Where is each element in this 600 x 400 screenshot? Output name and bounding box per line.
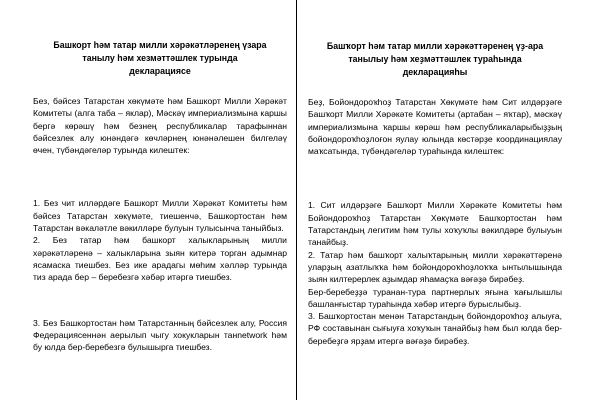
right-title bbox=[308, 40, 562, 79]
left-title-line-3: декларациясе bbox=[129, 66, 191, 76]
left-column-tatar bbox=[33, 0, 287, 400]
right-item-3: 3. Башҡортостан менән Татарстандың бойондороҡһоҙ алыуға, РФ составынан сығыуға хоҡуҡын танайбыҙ һәм был юлда бер-беребеҙгә ярҙам итергә вәғәҙә бирәбеҙ. bbox=[308, 311, 562, 346]
left-title-line-2: танылу һәм хезмәттәшлек турында bbox=[82, 53, 238, 63]
left-intro-paragraph: Без, бәйсез Татарстан хөкүмәте һәм Башкорт Милли Хәрәкәт Комитеты (алга таба – яклар), Мәскәү империализмына каршы бергә көрәшү һәм безнең республикалар тарафыннан бәйсезлек алу юнәндәгә көчләрнең юнәнәлешен билгеләү өчен, түбәндәгеләр турында килештек: bbox=[33, 96, 287, 156]
right-item-1: 1. Сит илдәрҙәге Башҡорт Милли Хәрәкәте Комитеты һәм Бойондороҡһоҙ Татарстан Хөкүмәте Башҡортостан һәм Татарстандың легитим һәм тулы хоҡуҡлы вәкилдәре булыуын танайбыҙ. bbox=[308, 200, 562, 248]
left-title bbox=[33, 39, 287, 78]
right-title-line-1: Башҡорт һәм татар милли хәрәкәттәренең үҙ-ара bbox=[326, 41, 544, 51]
left-item-1: 1. Без чит илләрдәге Башкорт Милли Хәрәкәт Комитеты һәм бәйсез Татарстан хөкүмәте, тиешенчә, Башкортостан һәм Татарстан вәкаләтле вәкилләре булуын тулысынча таныйбыз. bbox=[33, 198, 287, 234]
right-title-line-2: танылыу һәм хеҙмәттәшлек тураһында bbox=[348, 54, 522, 64]
right-column-bashkir bbox=[308, 0, 562, 400]
column-divider bbox=[296, 0, 297, 400]
left-item-3: 3. Без Башкортостан һәм Татарстанның бәйсезлек алу, Россия Федерациясеннән аерылып чыгу хокукларын танnetwork һәм бу юлда бер-беребезгә булышырга тиешбез. bbox=[33, 317, 287, 353]
left-title-line-1: Башкорт һәм татар милли хәрәкәтләренең үзара bbox=[53, 40, 267, 50]
right-item-2: 2. Татар һәм башҡорт халыҡтарының милли хәрәкәттәренә уларҙың азатлыҡҡа һәм бойондороҡһоҙлоҡҡа ынтылышында зыян килтерерлек аҙымдар яһамаҫҡа вәғәҙә бирәбеҙ. bbox=[308, 249, 562, 285]
right-title-line-3: декларацияһы bbox=[402, 67, 468, 77]
left-item-2: 2. Без татар һәм башкорт халыкларының милли хәрәкәтләренә – халыкларына зыян китерә торган адымнар ясамаска тиешбез. Без икe арадагы мөһим хәлләр турында тиз арада бер – беребезгә хәбәр итәргә тиешбез. bbox=[33, 235, 287, 283]
right-intro-paragraph: Беҙ, Бойондороҡһоҙ Татарстан Хөкүмәте һәм Сит илдәрҙәге Башҡорт Милли Хәрәкәте Комитеты (артабан – яҡтар), мәскәү империализмына ҡаршы көрәш һәм республикаларыбыҙҙың бойондороҡһоҙлоғон яулау юлында көстәрҙе координациялау маҡсатында, түбәндәгеләр тураһында килештек: bbox=[308, 97, 562, 157]
right-item-2-continuation: Бер-беребеҙҙә туранан-тура партнерлыҡ яғына ҡағылышлы башланғыстар тураһында хәбәр итергә бурыслыбыҙ. bbox=[308, 286, 562, 309]
